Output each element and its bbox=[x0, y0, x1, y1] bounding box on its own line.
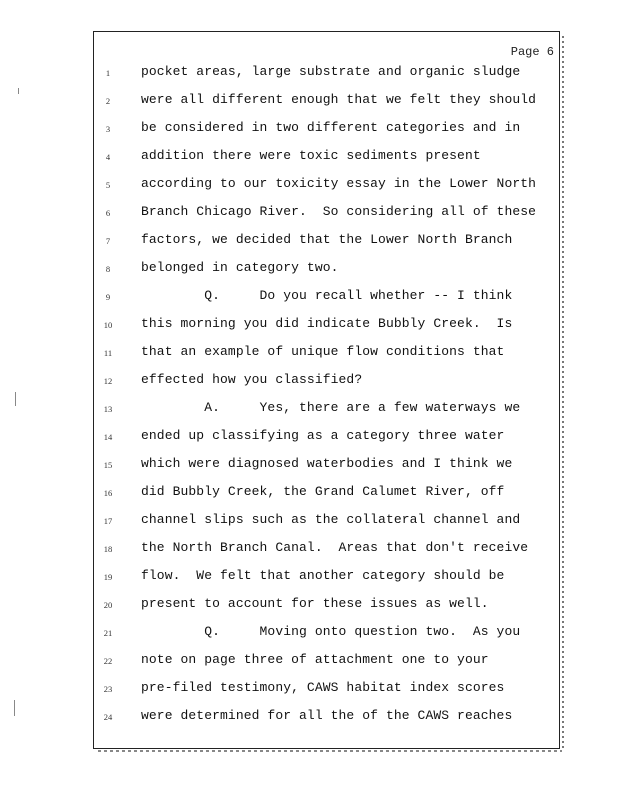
line-number: 19 bbox=[103, 572, 113, 582]
line-text: effected how you classified? bbox=[141, 372, 363, 387]
line-text: pre-filed testimony, CAWS habitat index scores bbox=[141, 680, 505, 695]
line-text: were all different enough that we felt they should bbox=[141, 92, 537, 107]
transcript-line bbox=[93, 367, 560, 395]
line-number: 15 bbox=[103, 460, 113, 470]
transcript-line bbox=[93, 283, 560, 311]
line-number: 18 bbox=[103, 544, 113, 554]
line-number: 8 bbox=[105, 264, 111, 274]
transcript-line bbox=[93, 563, 560, 591]
line-number: 4 bbox=[105, 152, 111, 162]
transcript-line bbox=[93, 87, 560, 115]
line-text: that an example of unique flow conditions that bbox=[141, 344, 505, 359]
page-bottom-edge bbox=[98, 750, 562, 752]
line-text: be considered in two different categories and in bbox=[141, 120, 521, 135]
scan-artifact bbox=[18, 88, 19, 94]
transcript-line bbox=[93, 535, 560, 563]
line-text: Q. Do you recall whether -- I think bbox=[141, 288, 513, 303]
transcript-line bbox=[93, 423, 560, 451]
transcript-line bbox=[93, 675, 560, 703]
page-number: Page 6 bbox=[510, 45, 554, 59]
transcript-line bbox=[93, 647, 560, 675]
line-number: 5 bbox=[105, 180, 111, 190]
transcript-line bbox=[93, 227, 560, 255]
transcript-line bbox=[93, 591, 560, 619]
line-text: flow. We felt that another category should be bbox=[141, 568, 505, 583]
transcript-line bbox=[93, 199, 560, 227]
line-number: 21 bbox=[103, 628, 113, 638]
line-number: 23 bbox=[103, 684, 113, 694]
line-text: ended up classifying as a category three water bbox=[141, 428, 505, 443]
transcript-line bbox=[93, 395, 560, 423]
transcript-body bbox=[93, 59, 560, 731]
line-number: 16 bbox=[103, 488, 113, 498]
line-text: did Bubbly Creek, the Grand Calumet River, off bbox=[141, 484, 505, 499]
line-number: 10 bbox=[103, 320, 113, 330]
line-number: 17 bbox=[103, 516, 113, 526]
line-number: 14 bbox=[103, 432, 113, 442]
line-number: 1 bbox=[105, 68, 111, 78]
line-number: 11 bbox=[103, 348, 113, 358]
line-text: addition there were toxic sediments present bbox=[141, 148, 481, 163]
line-number: 22 bbox=[103, 656, 113, 666]
line-text: A. Yes, there are a few waterways we bbox=[141, 400, 521, 415]
line-number: 24 bbox=[103, 712, 113, 722]
line-text: factors, we decided that the Lower North Branch bbox=[141, 232, 513, 247]
line-number: 13 bbox=[103, 404, 113, 414]
transcript-line bbox=[93, 255, 560, 283]
transcript-line bbox=[93, 143, 560, 171]
line-number: 2 bbox=[105, 96, 111, 106]
line-text: belonged in category two. bbox=[141, 260, 339, 275]
line-text: according to our toxicity essay in the Lower North bbox=[141, 176, 537, 191]
line-number: 20 bbox=[103, 600, 113, 610]
line-text: pocket areas, large substrate and organic sludge bbox=[141, 64, 521, 79]
scan-artifact bbox=[14, 700, 15, 716]
transcript-line bbox=[93, 115, 560, 143]
line-number: 9 bbox=[105, 292, 111, 302]
line-number: 12 bbox=[103, 376, 113, 386]
line-text: which were diagnosed waterbodies and I think we bbox=[141, 456, 513, 471]
line-number: 6 bbox=[105, 208, 111, 218]
line-text: note on page three of attachment one to your bbox=[141, 652, 489, 667]
line-number: 3 bbox=[105, 124, 111, 134]
line-text: present to account for these issues as well. bbox=[141, 596, 489, 611]
line-text: were determined for all the of the CAWS reaches bbox=[141, 708, 513, 723]
transcript-line bbox=[93, 311, 560, 339]
transcript-line bbox=[93, 507, 560, 535]
line-text: this morning you did indicate Bubbly Creek. Is bbox=[141, 316, 513, 331]
transcript-line bbox=[93, 703, 560, 731]
line-text: Q. Moving onto question two. As you bbox=[141, 624, 521, 639]
transcript-line bbox=[93, 619, 560, 647]
transcript-line bbox=[93, 339, 560, 367]
scan-artifact bbox=[15, 392, 16, 406]
line-text: the North Branch Canal. Areas that don't receive bbox=[141, 540, 529, 555]
transcript-line bbox=[93, 171, 560, 199]
line-text: Branch Chicago River. So considering all of these bbox=[141, 204, 537, 219]
transcript-line bbox=[93, 59, 560, 87]
transcript-line bbox=[93, 451, 560, 479]
transcript-line bbox=[93, 479, 560, 507]
line-number: 7 bbox=[105, 236, 111, 246]
line-text: channel slips such as the collateral channel and bbox=[141, 512, 521, 527]
